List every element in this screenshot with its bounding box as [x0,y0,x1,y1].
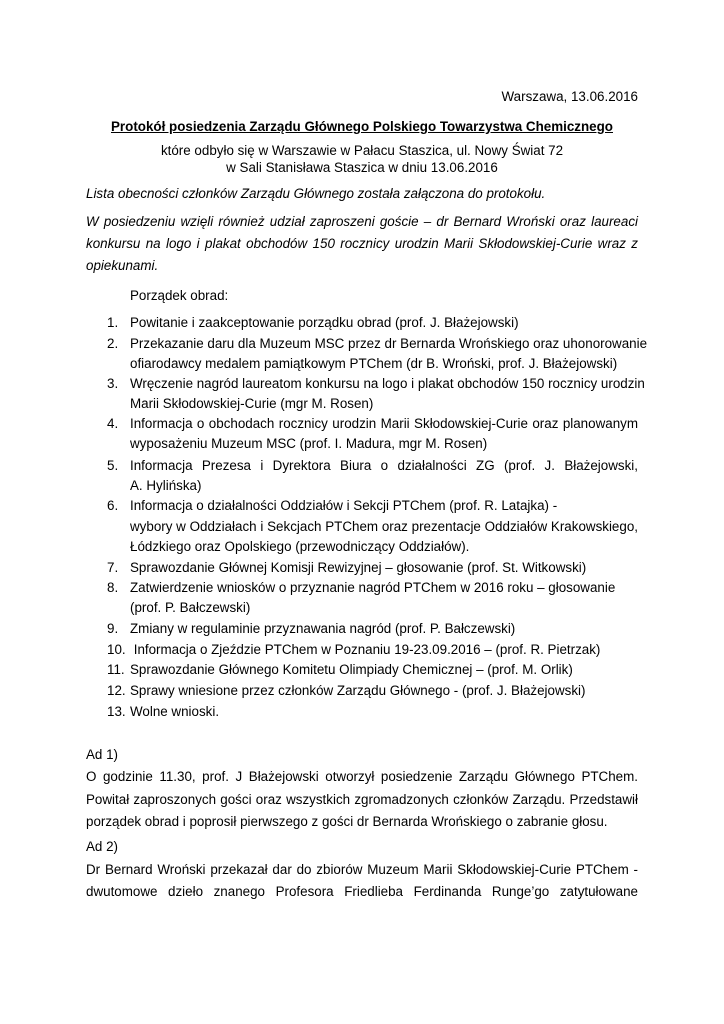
agenda-item-text: Informacja o działalności Oddziałów i Sekcji PTChem (prof. R. Latajka) - [130,498,558,513]
guests-line: opiekunami. [86,258,159,273]
agenda-item-number: 5. [107,458,119,473]
meeting-room-date: w Sali Stanisława Staszica w dniu 13.06.2016 [226,160,498,175]
agenda-item-text: Wolne wnioski. [130,704,220,719]
agenda-item-text: Zatwierdzenie wniosków o przyznanie nagród PTChem w 2016 roku – głosowanie [130,580,616,595]
agenda-item-text: Informacja o obchodach rocznicy urodzin Marii Skłodowskiej-Curie oraz planowanym [130,416,638,431]
ad1-paragraph-line: porządek obrad i poprosił pierwszego z gości dr Bernarda Wrońskiego o zabranie głosu. [86,814,608,829]
agenda-heading: Porządek obrad: [130,288,229,303]
date-line: Warszawa, 13.06.2016 [501,89,638,104]
agenda-item-number: 12. [107,683,126,698]
agenda-item-number: 8. [107,580,119,595]
agenda-item-text: Łódzkiego oraz Opolskiego (przewodniczący Oddziałów). [130,539,470,554]
agenda-item-text: Informacja o Zjeździe PTChem w Poznaniu 19-23.09.2016 – (prof. R. Pietrzak) [130,642,601,657]
agenda-item-text: Marii Skłodowskiej-Curie (mgr M. Rosen) [130,396,374,411]
agenda-item-number: 13. [107,704,126,719]
agenda-item-text: Zmiany w regulaminie przyznawania nagród (prof. P. Bałczewski) [130,621,516,636]
agenda-item-text: Sprawy wniesione przez członków Zarządu Głównego - (prof. J. Błażejowski) [130,683,586,698]
agenda-item-number: 11. [107,662,125,677]
agenda-item-text: Informacja Prezesa i Dyrektora Biura o działalności ZG (prof. J. Błażejowski, [130,458,638,473]
agenda-item-text: Sprawozdanie Głównej Komisji Rewizyjnej – głosowanie (prof. St. Witkowski) [130,560,587,575]
ad2-heading: Ad 2) [86,839,119,854]
agenda-item-number: 9. [107,621,119,636]
agenda-item-text: Sprawozdanie Głównego Komitetu Olimpiady Chemicznej – (prof. M. Orlik) [130,662,573,677]
agenda-item-text: Powitanie i zaakceptowanie porządku obrad (prof. J. Błażejowski) [130,315,519,330]
ad1-heading: Ad 1) [86,747,119,762]
agenda-item-number: 10. [107,642,126,657]
agenda-item-number: 6. [107,498,119,513]
ad2-paragraph-line: Dr Bernard Wroński przekazał dar do zbiorów Muzeum Marii Skłodowskiej-Curie PTChem - [86,862,638,877]
agenda-item-text: (prof. P. Bałczewski) [130,600,251,615]
attendance-note: Lista obecności członków Zarządu Głównego została załączona do protokołu. [86,186,546,201]
agenda-item-number: 1. [107,315,119,330]
agenda-item-text: wyposażeniu Muzeum MSC (prof. I. Madura, mgr M. Rosen) [130,436,488,451]
ad1-paragraph-line: O godzinie 11.30, prof. J Błażejowski otworzył posiedzenie Zarządu Głównego PTChem. [86,769,638,784]
guests-line: W posiedzeniu wzięli również udział zaproszeni goście – dr Bernard Wroński oraz laureaci [86,214,638,229]
meeting-location: które odbyło się w Warszawie w Pałacu Staszica, ul. Nowy Świat 72 [160,143,564,158]
document-title: Protokół posiedzenia Zarządu Głównego Polskiego Towarzystwa Chemicznego [111,119,613,134]
agenda-item-text: A. Hylińska) [130,478,202,493]
agenda-item-number: 2. [107,336,119,351]
ad2-paragraph-line: dwutomowe dzieło znanego Profesora Friedlieba Ferdinanda Runge’go zatytułowane [86,884,638,899]
agenda-item-text: ofiarodawcy medalem pamiątkowym PTChem (dr B. Wroński, prof. J. Błażejowski) [130,356,618,371]
agenda-item-number: 7. [107,560,119,575]
guests-line: konkursu na logo i plakat obchodów 150 rocznicy urodzin Marii Skłodowskiej-Curie wraz z [86,236,638,251]
agenda-item-text: Przekazanie daru dla Muzeum MSC przez dr Bernarda Wrońskiego oraz uhonorowanie [130,336,648,351]
agenda-item-number: 3. [107,376,119,391]
agenda-item-text: Wręczenie nagród laureatom konkursu na logo i plakat obchodów 150 rocznicy urodzin [130,376,645,391]
agenda-item-text: wybory w Oddziałach i Sekcjach PTChem oraz prezentacje Oddziałów Krakowskiego, [130,519,638,534]
agenda-item-number: 4. [107,416,119,431]
ad1-paragraph-line: Powitał zaproszonych gości oraz wszystkich zgromadzonych członków Zarządu. Przedstawił [86,792,638,807]
